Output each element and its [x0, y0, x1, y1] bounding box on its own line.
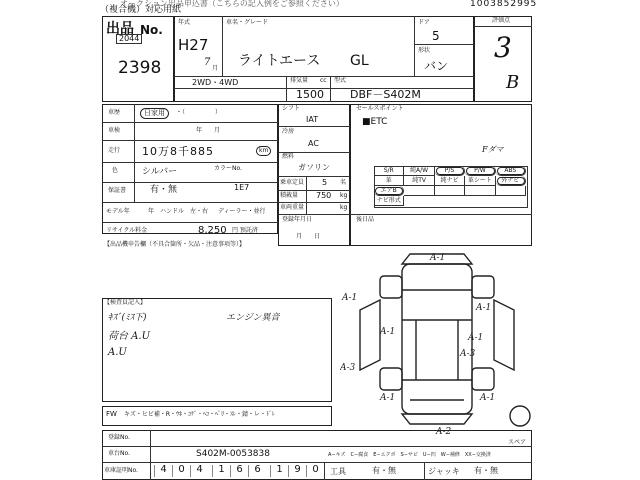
option-cell: [404, 186, 434, 196]
option-cell: P/S: [435, 166, 465, 176]
ac-label: 冷房: [282, 128, 295, 135]
load-value: 750: [316, 191, 332, 200]
capacity-value: 5: [322, 178, 328, 187]
tools-value: 有・無: [372, 466, 396, 475]
shape-label: 形状: [418, 47, 431, 54]
front-left-wheel: [380, 276, 402, 298]
chassis-value: S402M-0053838: [196, 449, 270, 459]
lot-exhibit-label: 出品: [106, 21, 134, 37]
cert-digit: 0: [306, 465, 324, 477]
top-number: 1003852995: [470, 0, 538, 9]
rear-right-wheel: [472, 368, 494, 390]
fuel-label: 燃料: [282, 153, 295, 160]
load-unit: kg: [340, 192, 348, 199]
model-year-label: モデル年: [106, 208, 130, 215]
fw-label: FW: [106, 410, 117, 418]
fuel-value: ガソリン: [298, 163, 330, 172]
warranty-label: 保証書: [108, 187, 127, 194]
option-cell: 革シート: [465, 176, 495, 186]
capacity-label: 乗車定員: [280, 179, 305, 186]
legend: A−キズ C−腐食 E−エクボ S−サビ U−凹 W−補修 XX−交換済: [328, 452, 491, 458]
shaken-label: 車検: [108, 127, 121, 134]
score-label: 評価点: [492, 17, 511, 24]
lot-small-no: 2044: [116, 34, 142, 44]
shape-value: バン: [424, 59, 449, 73]
model-code: DBF－S402M: [350, 88, 421, 101]
color-no-label: カラーNo.: [214, 165, 242, 172]
inspection-circle: 日家用: [140, 108, 169, 119]
color-label: 色: [112, 167, 119, 174]
reg-value: 月 日: [296, 233, 321, 240]
mileage-value: 10万8千885: [142, 145, 214, 158]
damage-mark: A-1: [342, 293, 358, 303]
weight-label: 車両重量: [280, 204, 305, 211]
option-cell: P/W: [465, 166, 495, 176]
cert-digit: 1: [212, 465, 230, 477]
grade-mark: B: [506, 72, 520, 93]
shift-value: IAT: [306, 115, 319, 124]
vehicle-name: ライトエース: [238, 53, 321, 69]
shift-label: シフト: [282, 105, 301, 112]
load-label: 積載量: [280, 192, 299, 199]
option-cell: 外ナビ: [496, 176, 526, 186]
inspection-label: 車歴: [108, 109, 121, 116]
option-cell: S/R: [374, 166, 404, 176]
inspector-label: 【検査員記入】: [104, 299, 147, 306]
damage-mark: A-1: [468, 333, 484, 343]
spare-label: スペア: [508, 439, 527, 446]
damage-mark: A-1: [430, 253, 446, 263]
option-cell: 純A/W: [404, 166, 434, 176]
cert-label: 【出品機申告欄（不具合箇所・欠品・注意事項等）】: [104, 241, 246, 248]
option-cell: [465, 186, 495, 196]
reg-label: 登録年月日: [282, 216, 313, 223]
cert-digit: 0: [172, 465, 190, 477]
inspector-line1: ｷｽﾞ(ﾐｽ下): [108, 313, 147, 323]
left-side-panel: [360, 300, 380, 370]
damage-mark: A-1: [380, 327, 396, 337]
damage-mark: A-3: [460, 349, 476, 359]
ac-value: AC: [308, 139, 319, 148]
option-cell: [435, 186, 465, 196]
cert-digit: 4: [190, 465, 208, 477]
front-right-wheel: [472, 276, 494, 298]
inspector-line2: 荷台 A.U: [108, 331, 151, 342]
header-sub-text: （複合機）対応用紙: [100, 5, 182, 15]
cert-digit: 6: [248, 465, 266, 477]
cert-digit: 6: [230, 465, 248, 477]
disp-label: 排気量: [290, 77, 309, 84]
inspection-other: ・（ ）: [176, 109, 222, 116]
doors-value: 5: [432, 29, 440, 43]
car-body-outline: [402, 264, 472, 414]
color-no: 1E7: [234, 183, 250, 192]
option-cell: 革: [374, 176, 404, 186]
damage-mark: A-3: [340, 363, 356, 373]
lot-no-label: No.: [140, 23, 163, 37]
inspector-line1-right: エンジン異音: [226, 313, 280, 323]
mileage-unit: km: [256, 146, 271, 156]
rear-left-wheel: [380, 368, 402, 390]
drive-value: 2WD・4WD: [192, 78, 239, 87]
spare-tire: [510, 406, 530, 426]
cert-digit: 4: [154, 465, 172, 477]
dealer-value: ディーラー・並行: [218, 208, 266, 215]
sales-point-label: セールスポイント: [356, 105, 404, 112]
header-top-text: オークション出品申込書（こちらの記入例をご参照ください）: [120, 0, 344, 8]
cert-digit: 9: [288, 465, 306, 477]
color-value: シルバー: [142, 167, 178, 177]
option-cell: 純TV: [404, 176, 434, 186]
damage-mark: A-1: [380, 393, 396, 403]
cert-no-label: 車庫証明No.: [104, 467, 138, 474]
damage-mark: A-1: [480, 393, 496, 403]
damage-mark: A-1: [476, 303, 492, 313]
handle-value: 年 ハンドル 左・右: [148, 208, 209, 215]
sales-point-note: Fダマ: [482, 145, 504, 154]
lot-number: 2398: [118, 58, 162, 78]
option-cell: 純ナビ: [435, 176, 465, 186]
option-cell: [496, 186, 526, 196]
cert-digit: 1: [270, 465, 288, 477]
option-cell: ABS: [496, 166, 526, 176]
month-unit: 月: [212, 65, 219, 72]
sales-point-value: ■ETC: [362, 117, 388, 127]
after-label: 後日品: [356, 216, 375, 223]
chassis-label: 車台No.: [108, 450, 130, 457]
jack-label: ジャッキ: [428, 467, 460, 476]
option-cell: ナビ形式: [374, 196, 404, 206]
right-side-panel: [494, 300, 514, 370]
damage-mark: A-2: [436, 427, 452, 437]
jack-value: 有・無: [474, 466, 498, 475]
capacity-unit: 名: [340, 179, 347, 186]
equipment-items: キズ・ヒビ補・R・ｳﾈ・ｺｹﾞ・ﾍｺ・ﾍﾟﾘ・ｽﾚ・錆・レ・ﾄﾞﾚ: [124, 411, 276, 418]
model-label: 型式: [334, 77, 347, 84]
door-label: ドア: [418, 19, 430, 26]
recycle-label: リサイクル料金: [106, 227, 148, 234]
option-cell: エアB: [374, 186, 404, 196]
year-label: 年式: [178, 19, 191, 26]
score-value: 3: [494, 31, 512, 64]
car-damage-diagram: [340, 250, 540, 440]
recycle-unit: 円 預託済: [232, 227, 258, 234]
vehicle-grade: GL: [350, 53, 369, 69]
year-value: H27: [178, 36, 209, 54]
inspector-line3: A.U: [108, 347, 127, 358]
displacement-value: 1500: [296, 88, 324, 101]
warranty-value: 有・無: [150, 185, 178, 195]
recycle-value: 8,250: [198, 225, 227, 236]
weight-unit: kg: [340, 204, 348, 211]
mileage-label: 走行: [108, 147, 121, 154]
month-value: 7: [204, 57, 211, 68]
shaken-value: 年 月: [196, 127, 221, 134]
reg-no-label: 登録No.: [108, 434, 130, 441]
name-label: 車名・グレード: [226, 19, 269, 26]
cc-unit: cc: [320, 77, 327, 84]
tools-label: 工具: [330, 467, 346, 476]
